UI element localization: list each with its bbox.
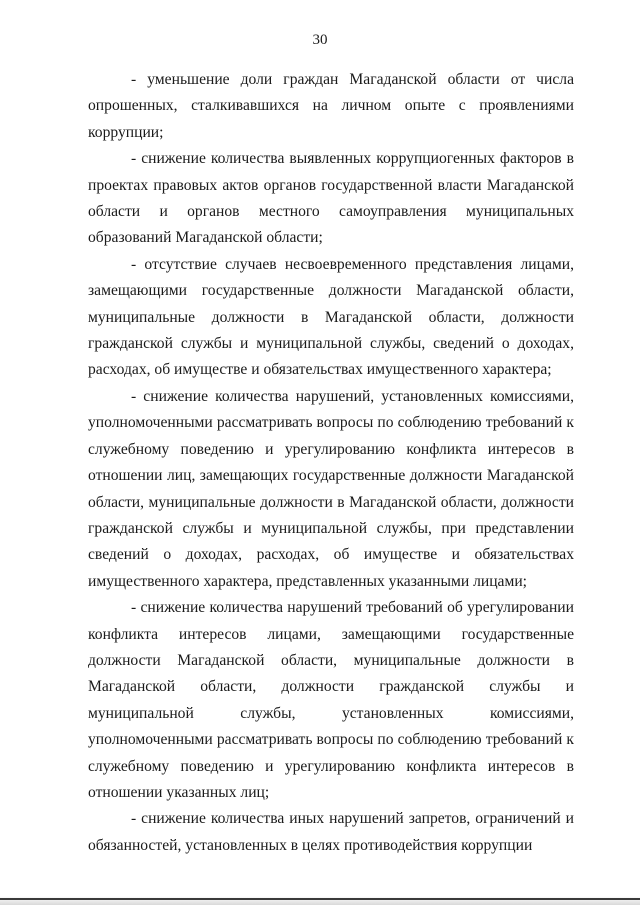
paragraph-2: - снижение количества выявленных коррупциогенных факторов в проектах правовых актов органов государственной власти Магаданской области и органов местного самоуправления муниципальных образований Магаданской области;: [88, 150, 574, 247]
bottom-edge-line: [0, 898, 640, 900]
document-body: [88, 67, 574, 859]
paragraph-3: - отсутствие случаев несвоевременного представления лицами, замещающими государственные должности Магаданской области, муниципальные должности в Магаданской области, должности гражданской службы и муниципальной службы, сведений о доходах, расходах, об имуществе и обязательствах имущественного характера;: [88, 255, 574, 379]
paragraph-1: - уменьшение доли граждан Магаданской области от числа опрошенных, сталкивавшихся на личном опыте с проявлениями коррупции;: [88, 71, 574, 141]
paragraph-5: - снижение количества нарушений требований об урегулировании конфликта интересов лицами, замещающими государственные должности Магаданской области, муниципальные должности в Магаданской области, должности гражданской службы и муниципальной службы, установленных комиссиями, уполномоченными рассматривать вопросы по соблюдению требований к служебному поведению и урегулированию конфликта интересов в отношении указанных лиц;: [88, 599, 574, 801]
paragraph-6: - снижение количества иных нарушений запретов, ограничений и обязанностей, установленных в целях противодействия коррупции: [88, 810, 574, 854]
paragraph-4: - снижение количества нарушений, установленных комиссиями, уполномоченными рассматривать вопросы по соблюдению требований к служебному поведению и урегулированию конфликта интересов в отношении лиц, замещающих государственные должности Магаданской области, муниципальные должности в Магаданской области, должности гражданской службы и муниципальной службы, при представлении сведений о доходах, расходах, об имуществе и обязательствах имущественного характера, представленных указанными лицами;: [88, 387, 574, 590]
page-number: 30: [312, 32, 328, 48]
